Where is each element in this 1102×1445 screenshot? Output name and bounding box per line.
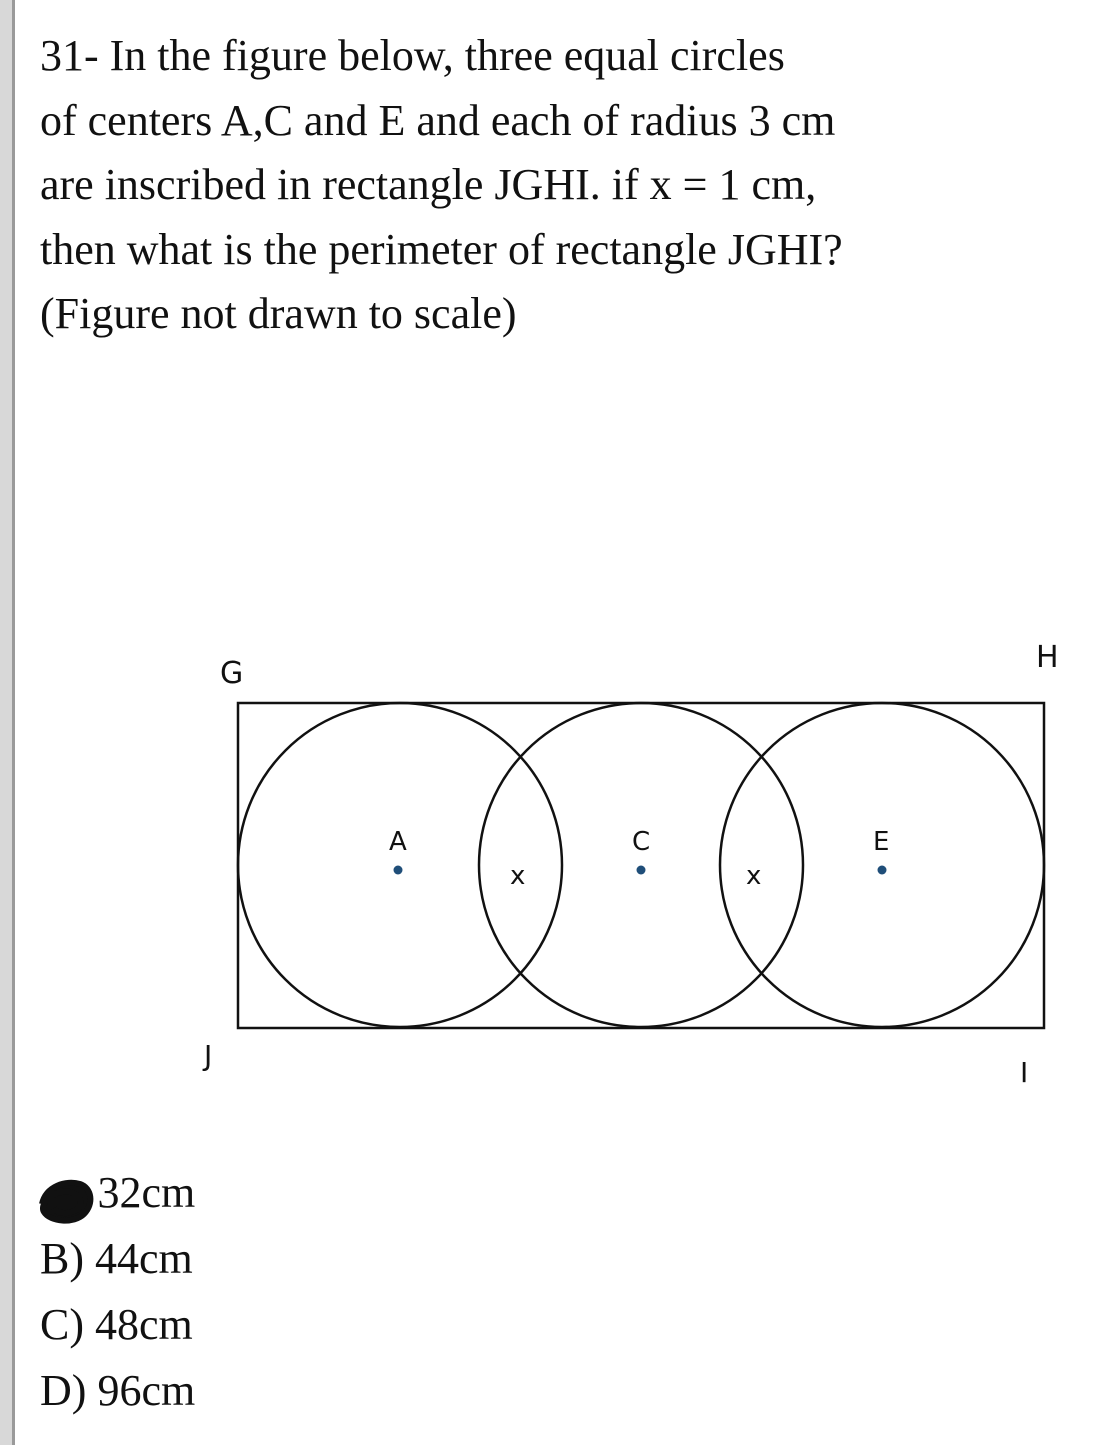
question-line-1: 31- In the figure below, three equal circles [40,31,785,80]
choice-b-value: 44cm [95,1234,193,1283]
center-label-a: A [389,827,407,857]
question-text [40,24,1090,347]
geometry-figure [180,620,1100,1090]
choice-d-letter: D) [40,1366,87,1415]
choice-b[interactable] [40,1226,195,1292]
question-line-5: (Figure not drawn to scale) [40,289,517,338]
choice-b-letter: B) [40,1234,84,1283]
vertex-label-g: G [220,656,244,691]
question-line-3: are inscribed in rectangle JGHI. if x = 1 cm, [40,160,817,209]
choice-a[interactable] [40,1160,195,1226]
answer-choices [40,1160,195,1424]
vertex-label-j: J [204,1039,213,1072]
choice-c[interactable] [40,1292,195,1358]
vertex-label-h: H [1036,640,1059,675]
figure-svg [180,620,1100,1090]
choice-a-value: 32cm [97,1168,196,1217]
question-line-4: then what is the perimeter of rectangle JGHI? [40,224,843,274]
overlap-label-x-right: x [746,861,762,891]
center-dot-a [394,866,403,875]
question-line-2: of centers A,C and E and each of radius 3 cm [40,95,836,145]
page-left-border [0,0,22,1445]
circle-e [720,703,1044,1027]
choice-d-value: 96cm [97,1366,196,1415]
answer-mark-scribble-icon [36,1174,98,1224]
choice-d[interactable] [40,1358,195,1424]
overlap-label-x-left: x [510,861,526,891]
center-label-c: C [632,827,651,857]
choice-c-letter: C) [40,1300,84,1349]
choice-c-value: 48cm [95,1300,193,1349]
center-dot-e [878,866,887,875]
vertex-label-i: I [1020,1056,1029,1089]
center-dot-c [637,866,646,875]
center-label-e: E [873,827,890,857]
